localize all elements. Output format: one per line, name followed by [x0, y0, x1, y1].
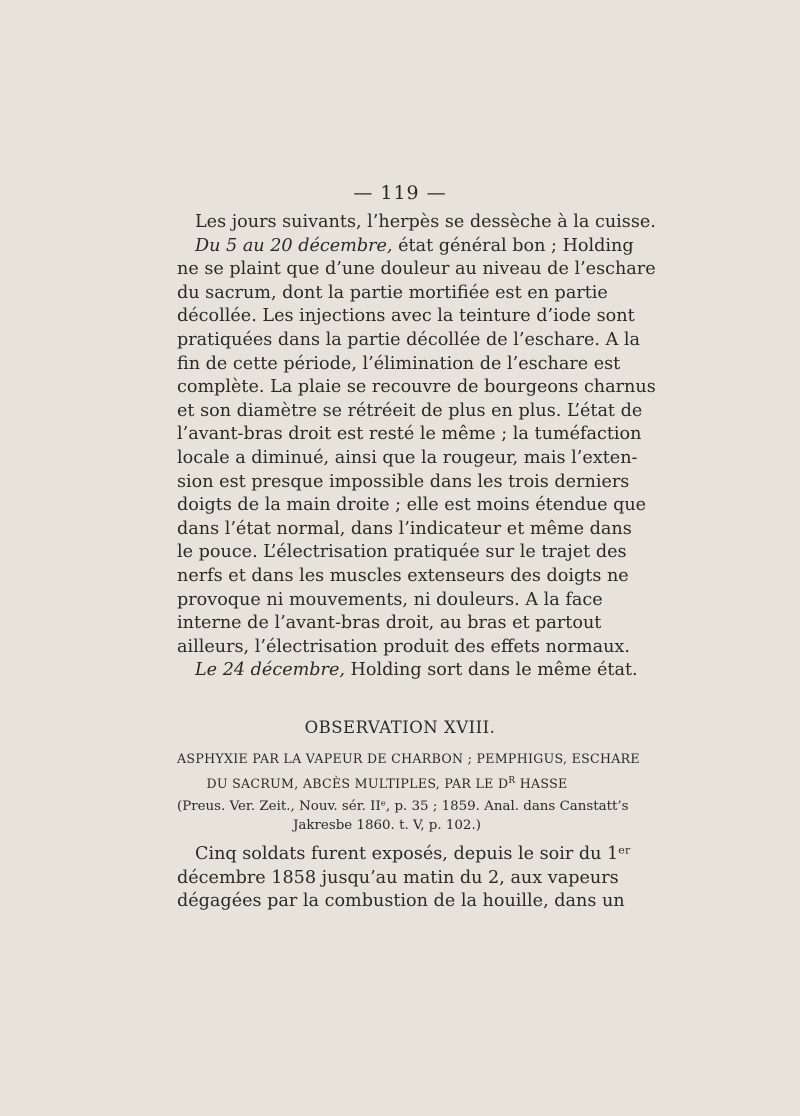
date-lead: Le 24 décembre,	[195, 660, 345, 681]
observation-title: OBSERVATION XVIII.	[304, 718, 496, 737]
observation-subheading	[177, 748, 640, 795]
paragraph-line: complète. La plaie se recouvre de bourgeons charnus	[177, 377, 656, 398]
paragraph-line: décollée. Les injections avec la teinture d’iode sont	[177, 306, 635, 327]
paragraph-line: et son diamètre se rétréeit de plus en plus. L’état de	[177, 400, 643, 421]
paragraph-line: interne de l’avant-bras droit, au bras et partout	[177, 613, 602, 634]
paragraph-line: nerfs et dans les muscles extenseurs des doigts ne	[177, 565, 629, 586]
paragraph-line: l’avant-bras droit est resté le même ; la tuméfaction	[177, 424, 642, 445]
reference-line: Jakresbe 1860. t. V, p. 102.)	[293, 818, 481, 833]
author-name: HASSE	[515, 776, 568, 792]
subheading-text: DU SACRUM, ABCÈS MULTIPLES, PAR LE D	[206, 776, 509, 792]
paragraph-line: ailleurs, l’électrisation produit des effets normaux.	[177, 636, 630, 657]
paragraph-line: le pouce. L’électrisation pratiquée sur le trajet des	[177, 542, 627, 563]
paragraph-line: provoque ni mouvements, ni douleurs. A la face	[177, 589, 603, 610]
subheading-line: ASPHYXIE PAR LA VAPEUR DE CHARBON ; PEMPHIGUS, ESCHARE	[177, 751, 640, 766]
paragraph-line: dans l’état normal, dans l’indicateur et même dans	[177, 518, 632, 539]
paragraph-line: fin de cette période, l’élimination de l’eschare est	[177, 353, 621, 374]
paragraph-line: décembre 1858 jusqu’au matin du 2, aux vapeurs	[177, 867, 619, 888]
reference-line: (Preus. Ver. Zeit., Nouv. sér. IIᵉ, p. 35 ; 1859. Anal. dans Canstatt’s	[177, 799, 629, 814]
paragraph-line: Cinq soldats furent exposés, depuis le soir du 1ᵉʳ	[195, 844, 632, 864]
paragraph-line: doigts de la main droite ; elle est moins étendue que	[177, 495, 647, 516]
paragraph-line: locale a diminué, ainsi que la rougeur, mais l’exten-	[177, 447, 638, 468]
paragraph-text: état général bon ; Holding	[392, 235, 634, 256]
paragraph-line: sion est presque impossible dans les trois derniers	[177, 471, 630, 492]
reference-note	[177, 797, 629, 835]
subheading-superscript: R	[508, 776, 516, 786]
paragraph-text: Holding sort dans le même état.	[344, 660, 638, 681]
subheading-line	[177, 770, 597, 795]
paragraph-line	[177, 235, 634, 259]
body-text-continued	[177, 843, 632, 914]
body-text	[177, 211, 656, 683]
paragraph-line: pratiquées dans la partie décollée de l’eschare. A la	[177, 329, 640, 350]
paragraph-line: ne se plaint que d’une douleur au niveau de l’eschare	[177, 259, 656, 280]
paragraph-line: dégagées par la combustion de la houille, dans un	[177, 891, 625, 912]
page-number: — 119 —	[353, 182, 447, 204]
paragraph-line	[177, 659, 638, 683]
paragraph-line: du sacrum, dont la partie mortifiée est en partie	[177, 282, 608, 303]
paragraph-line: Les jours suivants, l’herpès se dessèche à la cuisse.	[195, 212, 656, 232]
date-lead: Du 5 au 20 décembre,	[195, 235, 393, 256]
